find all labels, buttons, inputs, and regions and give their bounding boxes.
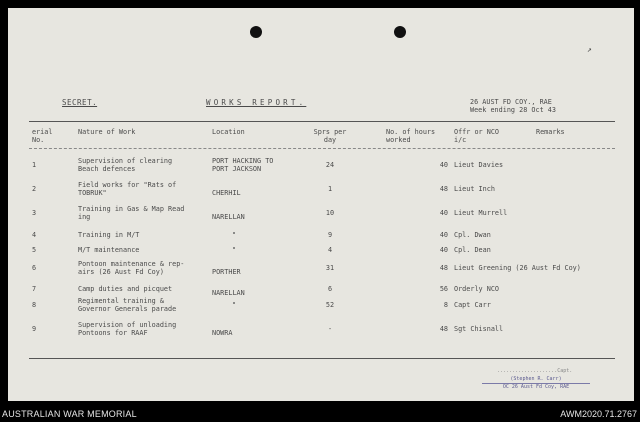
- signature-line: ....................Capt.: [497, 368, 573, 374]
- sappers-per-day: 52: [325, 301, 335, 309]
- sappers-per-day: 24: [325, 161, 335, 169]
- serial-number: 9: [32, 325, 37, 333]
- hours-worked: 40: [439, 231, 448, 239]
- officer-in-charge: Sgt Chisnall: [454, 325, 504, 333]
- work-location: ": [232, 231, 237, 239]
- footer-rule: [29, 358, 615, 359]
- document-page: [8, 8, 634, 401]
- week-ending: Week ending 28 Oct 43: [470, 106, 556, 114]
- work-location: ": [232, 246, 237, 254]
- officer-in-charge: Lieut Greening (26 Aust Fd Coy): [454, 264, 581, 272]
- col-header-remarks: Remarks: [536, 128, 565, 136]
- work-location: ": [232, 301, 237, 309]
- work-description: Governor Generals parade: [78, 305, 177, 313]
- hours-worked: 48: [439, 264, 448, 272]
- serial-number: 7: [32, 285, 37, 293]
- work-location: PORT HACKING TO: [212, 157, 274, 165]
- work-description: ing: [78, 213, 91, 221]
- officer-in-charge: Cpl. Dwan: [454, 231, 491, 239]
- officer-stamp: [482, 376, 590, 396]
- serial-number: 8: [32, 301, 37, 309]
- sappers-per-day: 6: [327, 285, 333, 293]
- col-header-hours: No. of hours worked: [386, 128, 436, 144]
- work-location: CHERHIL: [212, 189, 241, 197]
- punch-hole: [394, 26, 406, 38]
- col-header-serial: erial No.: [32, 128, 53, 144]
- archive-id: AWM2020.71.2767: [560, 409, 637, 419]
- classification: SECRET.: [62, 98, 98, 107]
- hours-worked: 48: [439, 325, 448, 333]
- sappers-per-day: 4: [327, 246, 333, 254]
- sappers-per-day: 31: [325, 264, 335, 272]
- hours-worked: 48: [439, 185, 448, 193]
- officer-in-charge: Capt Carr: [454, 301, 491, 309]
- work-description: Supervision of clearing: [78, 157, 173, 165]
- work-location: NOWRA: [212, 329, 233, 337]
- column-header-rule: [29, 148, 615, 149]
- sappers-per-day: 1: [327, 185, 333, 193]
- work-description: Training in M/T: [78, 231, 140, 239]
- page-title: WORKS REPORT.: [206, 98, 307, 107]
- work-location: NARELLAN: [212, 289, 245, 297]
- hours-worked: 40: [439, 209, 448, 217]
- officer-in-charge: Lieut Inch: [454, 185, 495, 193]
- work-location: PORTHER: [212, 268, 241, 276]
- work-description: Pontoons for RAAF: [78, 329, 148, 337]
- serial-number: 4: [32, 231, 37, 239]
- work-description: M/T maintenance: [78, 246, 140, 254]
- officer-in-charge: Cpl. Dean: [454, 246, 491, 254]
- archive-credit: AUSTRALIAN WAR MEMORIAL: [2, 409, 137, 419]
- header-rule: [29, 121, 615, 122]
- sappers-per-day: 10: [325, 209, 335, 217]
- pencil-mark-icon: ↗: [587, 45, 592, 54]
- hours-worked: 40: [439, 246, 448, 254]
- col-header-location: Location: [212, 128, 245, 136]
- serial-number: 1: [32, 161, 37, 169]
- work-description: Beach defences: [78, 165, 136, 173]
- work-description: Camp duties and picquet: [78, 285, 173, 293]
- work-description: airs (26 Aust Fd Coy): [78, 268, 164, 276]
- work-description: Training in Gas & Map Read: [78, 205, 185, 213]
- serial-number: 3: [32, 209, 37, 217]
- col-header-work: Nature of Work: [78, 128, 136, 136]
- work-description: TOBRUK": [78, 189, 107, 197]
- serial-number: 5: [32, 246, 37, 254]
- unit-name: 26 AUST FD COY., RAE: [470, 98, 552, 106]
- work-location: PORT JACKSON: [212, 165, 262, 173]
- work-location: NARELLAN: [212, 213, 245, 221]
- officer-in-charge: Lieut Davies: [454, 161, 504, 169]
- signature-suffix: Capt.: [557, 368, 573, 374]
- col-header-sprs: Sprs per day: [313, 128, 347, 144]
- officer-in-charge: Orderly NCO: [454, 285, 500, 293]
- stamp-unit: OC 26 Aust Fd Coy, RAE: [502, 384, 570, 390]
- serial-number: 6: [32, 264, 37, 272]
- stamp-name: (Stephen R. Carr): [482, 376, 590, 384]
- work-description: Regimental training &: [78, 297, 164, 305]
- work-description: Field works for "Rats of: [78, 181, 177, 189]
- hours-worked: 8: [443, 301, 448, 309]
- serial-number: 2: [32, 185, 37, 193]
- col-header-offr: Offr or NCO i/c: [454, 128, 500, 144]
- hours-worked: 40: [439, 161, 448, 169]
- officer-in-charge: Lieut Murrell: [454, 209, 508, 217]
- unit-header: [470, 98, 556, 114]
- sappers-per-day: 9: [327, 231, 333, 239]
- work-description: Pontoon maintenance & rep-: [78, 260, 185, 268]
- sappers-per-day: -: [327, 325, 333, 333]
- work-description: Supervision of unloading: [78, 321, 177, 329]
- hours-worked: 56: [439, 285, 448, 293]
- punch-hole: [250, 26, 262, 38]
